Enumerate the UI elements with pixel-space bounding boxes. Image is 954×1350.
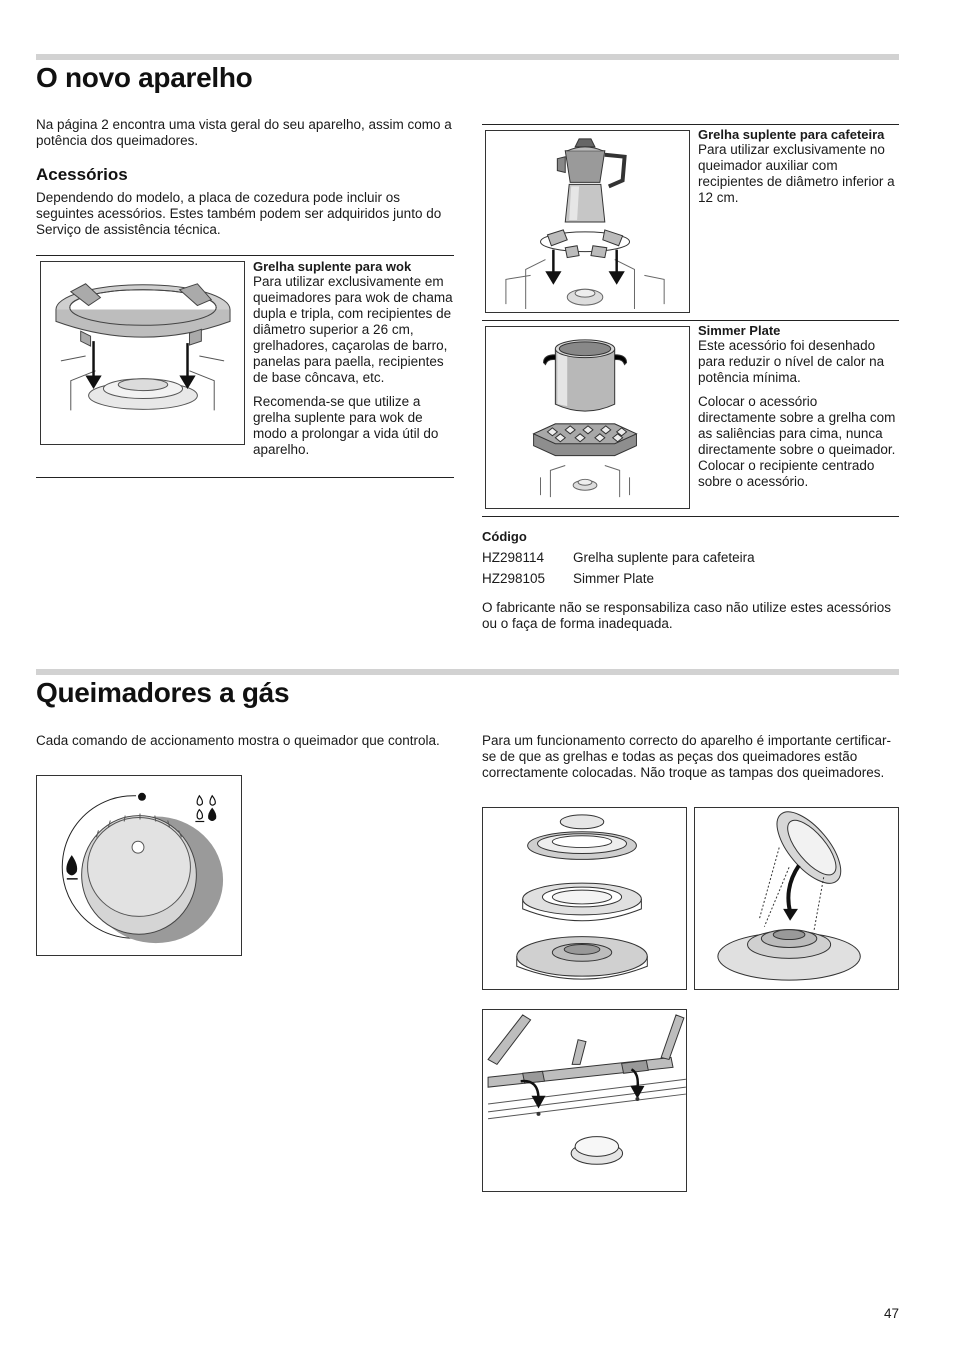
- code-label: Código: [482, 529, 527, 544]
- code-value: HZ298114: [482, 550, 545, 565]
- simmer-top-rule: [482, 320, 899, 321]
- simmer-text-2: Colocar o acessório directamente sobre a grelha com as saliências para cima, nunca directamente sobre o queimador. Colocar o recipiente centrado sobre o acessório.: [698, 394, 896, 489]
- code-value: HZ298105: [482, 571, 546, 586]
- intro-paragraph: Na página 2 encontra uma vista geral do seu aparelho, assim como a potência dos queimadores.: [36, 117, 452, 148]
- code-row: [482, 568, 899, 589]
- code-description: Simmer Plate: [573, 571, 655, 586]
- coffee-title: Grelha suplente para cafeteira: [698, 127, 885, 142]
- simmer-bottom-rule: [482, 516, 899, 517]
- simmer-title: Simmer Plate: [698, 323, 781, 338]
- burner-parts-exploded-illustration: [482, 807, 687, 990]
- wok-ring-illustration: [40, 261, 245, 445]
- grate-placement-illustration: [482, 1009, 687, 1192]
- section-divider-bar: [36, 54, 899, 60]
- section-title-new-appliance: O novo aparelho: [36, 62, 253, 93]
- wok-text-1: Para utilizar exclusivamente em queimadores para wok de chama dupla e tripla, com recipientes de diâmetro superior a 26 cm, grelhadores, caçarolas de barro, panelas para paella, recipientes de base côncava, etc.: [253, 274, 453, 385]
- control-knob-illustration: [36, 775, 242, 956]
- section-divider-bar: [36, 669, 899, 675]
- coffee-grate-illustration: [485, 130, 690, 313]
- page-number: 47: [883, 1306, 899, 1321]
- code-row: [482, 547, 899, 568]
- simmer-text-1: Este acessório foi desenhado para reduzir o nível de calor na potência mínima.: [698, 338, 885, 385]
- accessories-intro: Dependendo do modelo, a placa de cozedura pode incluir os seguintes acessórios. Estes também podem ser adquiridos junto do Serviço de assistência técnica.: [36, 190, 442, 237]
- disclaimer-paragraph: O fabricante não se responsabiliza caso não utilize estes acessórios ou o faça de forma inadequada.: [482, 600, 891, 631]
- simmer-plate-illustration: [485, 326, 690, 509]
- simmer-description: [698, 323, 899, 490]
- coffee-description: [698, 127, 899, 206]
- burner-cap-placement-illustration: [694, 807, 899, 990]
- code-description: Grelha suplente para cafeteira: [573, 550, 755, 565]
- section-title-gas-burners: Queimadores a gás: [36, 677, 290, 708]
- coffee-top-rule: [482, 124, 899, 125]
- burner-assembly-paragraph: Para um funcionamento correcto do aparelho é importante certificar-se de que as grelhas e todas as peças dos queimadores estão correctamente colocadas. Não troque as tampas dos queimadores.: [482, 733, 891, 780]
- wok-bottom-rule: [36, 477, 454, 478]
- accessories-heading: Acessórios: [36, 165, 128, 184]
- wok-description: [253, 259, 454, 458]
- control-knob-paragraph: Cada comando de accionamento mostra o queimador que controla.: [36, 733, 440, 748]
- coffee-text: Para utilizar exclusivamente no queimador auxiliar com recipientes de diâmetro inferior a 12 cm.: [698, 142, 895, 205]
- wok-top-rule: [36, 255, 454, 256]
- wok-title: Grelha suplente para wok: [253, 259, 412, 274]
- code-table: [482, 529, 899, 632]
- wok-text-2: Recomenda-se que utilize a grelha suplente para wok de modo a prolongar a vida útil do aparelho.: [253, 394, 439, 457]
